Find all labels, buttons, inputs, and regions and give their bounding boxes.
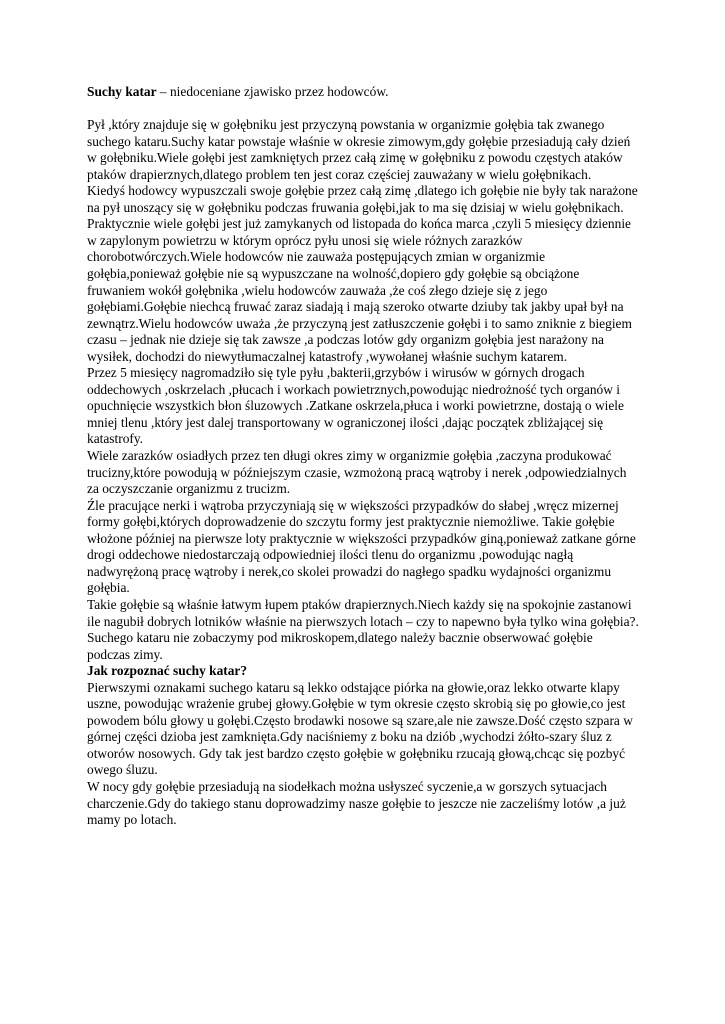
paragraph: W nocy gdy gołębie przesiadują na siodełkach można usłyszeć syczenie,a w gorszych sytuacjach charczenie.Gdy do takiego stanu doprowadzimy nasze gołębie to jeszcze nie zaczeliśmy lotów ,a już mamy po lotach. — [87, 778, 626, 828]
document-title — [87, 84, 639, 101]
blank-line — [87, 101, 639, 118]
document-page — [87, 84, 639, 829]
paragraph: Praktycznie wiele gołębi jest już zamykanych od listopada do końca marca ,czyli 5 miesięcy dziennie w zapylonym powietrzu w którym oprócz pyłu unosi się wiele różnych zarazków chorobotwórczych.Wiele hodowców nie zauważa postępujących zmian w organizmie gołębia,ponieważ gołębie nie są wypuszczane na wolność,dopiero gdy gołębie są obciążone fruwaniem wokół gołębnika ,wielu hodowców zauważa ,że coś złego dzieje się z jego gołębiami.Gołębie niechcą fruwać zaraz siadają i mają szeroko otwarte dziuby tak jakby upał był na zewnątrz.Wielu hodowców uważa ,że przyczyną jest zatłuszczenie gołębi i to samo zniknie z biegiem czasu – jednak nie dzieje się tak zawsze ,a podczas lotów gdy organizm gołębia jest narażony na wysiłek, dochodzi do niewytłumaczalnej katastrofy ,wywołanej właśnie suchym katarem. — [87, 216, 632, 364]
paragraph: Wiele zarazków osiadłych przez ten długi okres zimy w organizmie gołębia ,zaczyna produkować trucizny,które powodują w późniejszym czasie, wzmożoną pracą wątroby i nerek ,odpowiedzialnych za oczyszczanie organizmu z trucizm. — [87, 448, 627, 497]
paragraph: Kiedyś hodowcy wypuszczali swoje gołębie przez całą zimę ,dlatego ich gołębie nie były tak narażone na pył unoszący się w gołębniku podczas fruwania gołębi,jak to ma się dzisiaj w wielu gołębnikach. — [87, 183, 638, 215]
paragraph: Pierwszymi oznakami suchego kataru są lekko odstające piórka na głowie,oraz lekko otwarte klapy uszne, powodując wrażenie grubej głowy.Gołębie w tym okresie często skrobią się po głowie,co jest powodem bólu głowy u gołębi.Często brodawki nosowe są szare,ale nie zawsze.Dość często szpara w górnej części dzioba jest zamknięta.Gdy naciśniemy z boku na dziób ,wychodzi żółto-szary śluz z otworów nosowych. Gdy tak jest bardzo często gołębie w gołębniku rzucają głową,chcąc się pozbyć owego śluzu. — [87, 679, 633, 778]
paragraph: Suchego kataru nie zobaczymy pod mikroskopem,dlatego należy bacznie obserwować gołębie podczas zimy. — [87, 630, 593, 662]
title-bold: Suchy katar — [87, 84, 157, 99]
paragraph: Pył ,który znajduje się w gołębniku jest przyczyną powstania w organizmie gołębia tak zwanego suchego kataru.Suchy katar powstaje właśnie w okresie zimowym,gdy gołębie przesiadują cały dzień w gołębniku.Wiele gołębi jest zamkniętych przez całą zimę w gołębniku z powodu częstych ataków ptaków drapierznych,dlatego problem ten jest coraz częściej zauważany w wielu gołębnikach. — [87, 117, 631, 182]
paragraph: Przez 5 miesięcy nagromadziło się tyle pyłu ,bakterii,grzybów i wirusów w górnych drogach oddechowych ,oskrzelach ,płucach i workach powietrznych,powodując niedrożność tych organów i opuchnięcie wszystkich błon śluzowych .Zatkane oskrzela,płuca i worki powietrzne, dostają o wiele mniej tlenu ,który jest dalej transportowany w ograniczonej ilości ,dając początek zbliżającej się katastrofy. — [87, 365, 624, 447]
section-heading: Jak rozpoznać suchy katar? — [87, 663, 248, 679]
paragraph: Źle pracujące nerki i wątroba przyczyniają się w większości przypadków do słabej ,wręcz mizernej formy gołębi,których doprowadzenie do szczytu formy jest praktycznie niemożliwe. Takie gołębie włożone później na pierwsze loty praktycznie w większości przypadków giną,ponieważ zatkane górne drogi oddechowe niedostarczają odpowiedniej ilości tlenu do organizmu ,powodując nagłą nadwyrężoną pracę wątroby i nerek,co skolei prowadzi do nagłego spadku wydajności organizmu gołębia. — [87, 497, 636, 596]
title-rest: – niedoceniane zjawisko przez hodowców. — [156, 84, 389, 99]
paragraph: Takie gołębie są właśnie łatwym łupem ptaków drapierznych.Niech każdy się na spokojnie zastanowi ile nagubił dobrych lotników właśnie na pierwszych lotach – czy to napewno była tylko wina gołębia?. — [87, 596, 639, 629]
